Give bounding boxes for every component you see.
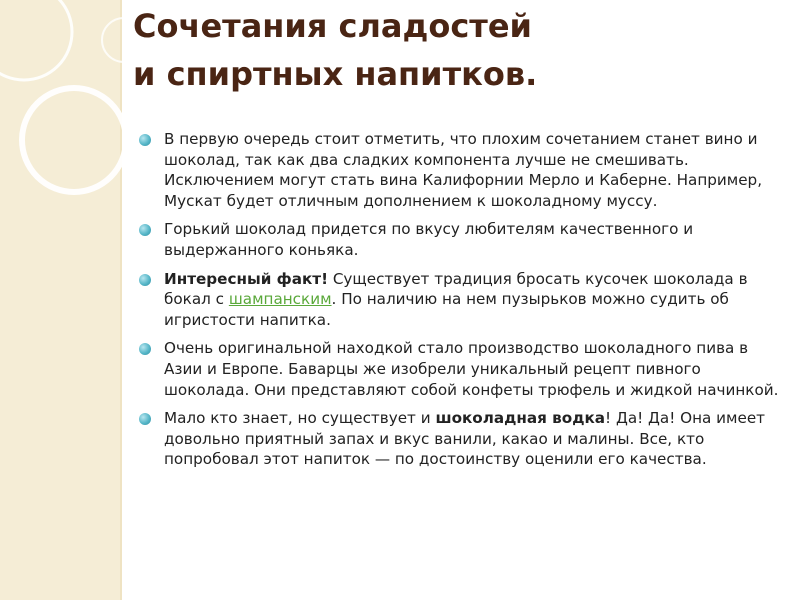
bullet-dot-icon [139, 274, 151, 286]
bold-lead: Интересный факт! [164, 269, 328, 288]
bullet-item-cognac [136, 219, 786, 260]
bullet-item-chocolate-vodka [136, 408, 786, 470]
bullet-text: Горький шоколад придется по вкусу любителям качественного и выдержанного коньяка. [164, 220, 694, 259]
decorative-ring-medium [22, 88, 126, 192]
bullet-dot-icon [139, 224, 151, 236]
text-before-link: Существует традиция бросать кусочек шоколада в бокал с [164, 269, 748, 309]
bullet-text [164, 269, 786, 331]
text-after-link: . По наличию на нем пузырьков можно судить об игристости напитка. [164, 290, 729, 329]
bullet-item-wine-chocolate [136, 129, 786, 211]
text-after-bold: ! Да! Да! Она имеет довольно приятный запах и вкус ванили, какао и малины. Все, кто попробовал этот напиток — по достоинству оценили его качества. [164, 409, 766, 469]
bullet-item-chocolate-beer [136, 338, 786, 400]
bullet-item-interesting-fact [136, 269, 786, 331]
slide-title [133, 2, 773, 98]
bullet-dot-icon [139, 413, 151, 425]
bullet-text [164, 408, 786, 470]
bold-phrase: шоколадная водка [435, 409, 606, 428]
decorative-ring-large [0, 0, 72, 80]
bullet-dot-icon [139, 343, 151, 355]
slide-title-line-2: и спиртных напитков. [133, 55, 538, 93]
slide-title-line-1: Сочетания сладостей [133, 7, 532, 45]
bullet-dot-icon [139, 134, 151, 146]
champagne-link[interactable]: шампанским [228, 290, 332, 309]
bullet-text: В первую очередь стоит отметить, что плохим сочетанием станет вино и шоколад, так как два сладких компонента лучше не смешивать. Исключением могут стать вина Калифорнии Мерло и Каберне. Например, Мускат будет отличным дополнением к шоколадному муссу. [164, 130, 763, 210]
bullet-list [136, 129, 786, 478]
bullet-text: Очень оригинальной находкой стало производство шоколадного пива в Азии и Европе. Баварцы же изобрели уникальный рецепт пивного шоколада. Они представляют собой конфеты трюфель и жидкой начинкой. [164, 339, 779, 399]
text-before-bold: Мало кто знает, но существует и [164, 409, 436, 428]
